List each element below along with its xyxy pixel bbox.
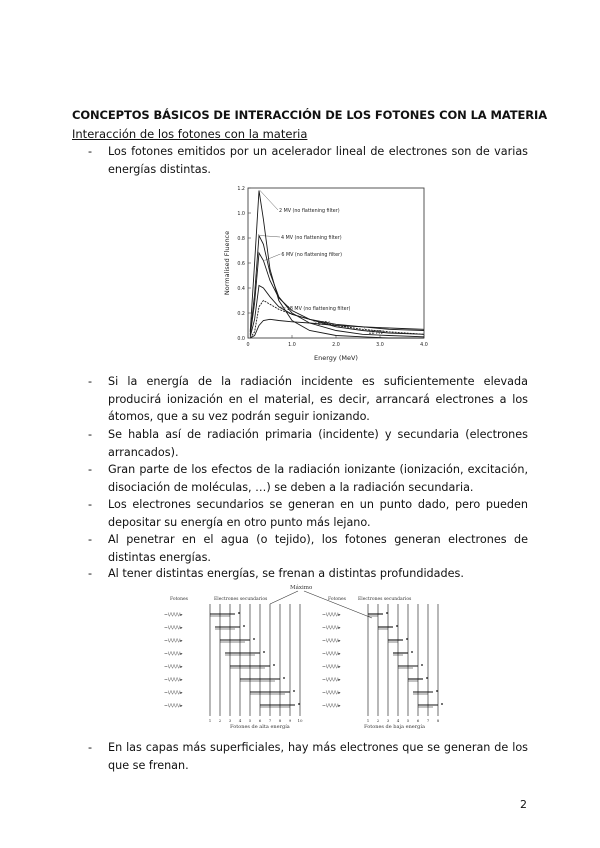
depth-tick-label: 2 (376, 718, 380, 723)
electron-dot (298, 703, 300, 705)
photon-symbol: ~\/\/\/\/▸ (322, 665, 341, 670)
photon-symbol: ~\/\/\/\/▸ (322, 652, 341, 657)
depth-tick-label: 1 (208, 718, 212, 723)
electron-dot (411, 651, 413, 653)
x-tick-label: 0 (246, 343, 250, 348)
bullet-text: Al tener distintas energías, se frenan a distintas profundidades. (108, 567, 464, 580)
photon-symbol: ~\/\/\/\/▸ (164, 613, 183, 618)
right-electrons-header: Electrones secundarios (358, 597, 412, 602)
electron-dot (441, 703, 443, 705)
depth-tick-label: 4 (238, 718, 242, 723)
photon-symbol: ~\/\/\/\/▸ (164, 678, 183, 683)
depth-tick-label: 7 (426, 718, 430, 723)
low-energy-panel (322, 604, 443, 723)
bullet-item (88, 426, 528, 461)
photon-symbol: ~\/\/\/\/▸ (322, 626, 341, 631)
series-label: 18 MV (368, 331, 384, 336)
y-tick-label: 0.4 (237, 287, 245, 292)
y-tick-label: 1.2 (237, 187, 245, 192)
bullet-text: Gran parte de los efectos de la radiación ionizante (ionización, excitación, disociación de moléculas, …) se deben a la radiación secundaria. (108, 463, 528, 494)
depth-tick-label: 7 (268, 718, 272, 723)
depth-tick-label: 5 (406, 718, 410, 723)
depth-tick-label: 5 (248, 718, 252, 723)
high-energy-panel (164, 604, 303, 723)
electron-dot (396, 625, 398, 627)
bullet-dash: - (88, 463, 93, 476)
bullet-item (88, 565, 528, 583)
maximum-label: Máximo (290, 585, 313, 591)
left-photons-header: Fotones (170, 597, 188, 602)
series-label: 18 MV (no flattening filter) (286, 307, 351, 312)
electron-dot (273, 664, 275, 666)
maximum-arrow-left (270, 591, 298, 604)
electron-dot (406, 638, 408, 640)
y-tick-label: 0.6 (237, 262, 245, 267)
bullet-text: Los fotones emitidos por un acelerador lineal de electrones son de varias energías distintas. (108, 145, 528, 176)
series-label: 6 MV (no flattening filter) (281, 253, 342, 258)
bullet-item (88, 461, 528, 496)
photon-symbol: ~\/\/\/\/▸ (164, 639, 183, 644)
bullet-dash: - (88, 741, 93, 754)
page-heading: CONCEPTOS BÁSICOS DE INTERACCIÓN DE LOS FOTONES CON LA MATERIA (72, 108, 547, 122)
depth-tick-label: 10 (297, 718, 303, 723)
depth-tick-label: 3 (228, 718, 232, 723)
electron-dot (283, 677, 285, 679)
page-number: 2 (520, 798, 527, 811)
bullet-item (88, 496, 528, 531)
photon-symbol: ~\/\/\/\/▸ (322, 691, 341, 696)
bullet-dash: - (88, 375, 93, 388)
depth-tick-label: 6 (416, 718, 420, 723)
bullet-item (88, 143, 528, 178)
bullet-text: Si la energía de la radiación incidente es suficientemente elevada producirá ionización en el material, es decir, arrancará electrones a los átomos, que a su vez podrán seguir ionizando. (108, 375, 528, 423)
bullet-dash: - (88, 567, 93, 580)
depth-tick-label: 4 (396, 718, 400, 723)
bullet-text: En las capas más superficiales, hay más electrones que se generan de los que se frenan. (108, 741, 528, 772)
chart-x-axis-label: Energy (MeV) (314, 354, 358, 362)
x-tick-label: 2.0 (332, 343, 340, 348)
y-tick-label: 0.0 (237, 337, 245, 342)
series-label: 2 MV (no flattening filter) (279, 209, 340, 214)
electron-dot (386, 612, 388, 614)
electron-dot (421, 664, 423, 666)
y-tick-label: 1.0 (237, 212, 245, 217)
high-energy-caption: Fotones de alta energía (230, 724, 290, 730)
depth-tick-label: 2 (218, 718, 222, 723)
x-tick-label: 3.0 (376, 343, 384, 348)
chart-y-axis-label: Normalised Fluence (223, 230, 231, 296)
y-tick-label: 0.2 (237, 312, 245, 317)
photon-symbol: ~\/\/\/\/▸ (322, 613, 341, 618)
electron-dot (253, 638, 255, 640)
section-subheading: Interacción de los fotones con la materia (72, 127, 308, 141)
electron-dot (243, 625, 245, 627)
depth-tick-label: 8 (436, 718, 440, 723)
x-tick-label: 1.0 (288, 343, 296, 348)
left-electrons-header: Electrones secundarios (214, 597, 268, 602)
bullet-item (88, 531, 528, 566)
bullet-text: Los electrones secundarios se generan en un punto dado, pero pueden depositar su energía en otro punto más lejano. (108, 498, 528, 529)
series-label: 6 MV (317, 322, 330, 327)
photon-symbol: ~\/\/\/\/▸ (164, 704, 183, 709)
photon-symbol: ~\/\/\/\/▸ (322, 678, 341, 683)
bullet-text: Al penetrar en el agua (o tejido), los fotones generan electrones de distintas energías. (108, 533, 528, 564)
depth-tick-label: 3 (386, 718, 390, 723)
right-photons-header: Fotones (328, 597, 346, 602)
series-label: 4 MV (no flattening filter) (281, 236, 342, 241)
photon-symbol: ~\/\/\/\/▸ (164, 626, 183, 631)
bullet-dash: - (88, 428, 93, 441)
electron-dot (436, 690, 438, 692)
depth-tick-label: 9 (288, 718, 292, 723)
photon-symbol: ~\/\/\/\/▸ (322, 704, 341, 709)
depth-tick-label: 1 (366, 718, 370, 723)
x-tick-label: 4.0 (420, 343, 428, 348)
electron-dot (293, 690, 295, 692)
electron-dot (263, 651, 265, 653)
electron-depth-diagram (158, 582, 446, 732)
photon-symbol: ~\/\/\/\/▸ (164, 652, 183, 657)
electron-dot (238, 612, 240, 614)
bullet-text: Se habla así de radiación primaria (incidente) y secundaria (electrones arrancados). (108, 428, 528, 459)
bullet-item (88, 739, 528, 774)
photon-symbol: ~\/\/\/\/▸ (164, 665, 183, 670)
low-energy-caption: Fotones de baja energía (364, 724, 425, 730)
photon-symbol: ~\/\/\/\/▸ (164, 691, 183, 696)
bullet-dash: - (88, 498, 93, 511)
photon-symbol: ~\/\/\/\/▸ (322, 639, 341, 644)
electron-dot (426, 677, 428, 679)
bullet-item (88, 373, 528, 426)
depth-tick-label: 6 (258, 718, 262, 723)
energy-spectrum-chart (222, 186, 428, 364)
depth-tick-label: 8 (278, 718, 282, 723)
bullet-dash: - (88, 145, 93, 158)
bullet-dash: - (88, 533, 93, 546)
y-tick-label: 0.8 (237, 237, 245, 242)
